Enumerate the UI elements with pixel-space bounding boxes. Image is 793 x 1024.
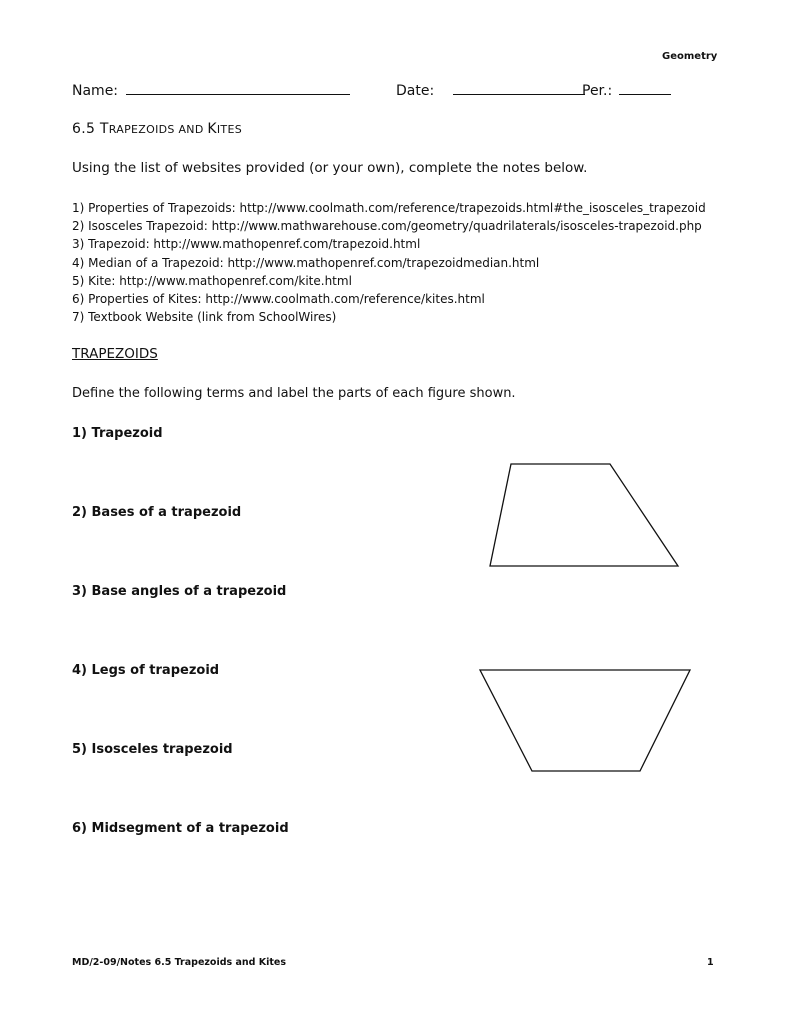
trapezoid-figure	[480, 455, 690, 575]
footer-doc-ref: MD/2-09/Notes 6.5 Trapezoids and Kites	[72, 957, 287, 968]
name-label: Name:	[72, 83, 119, 99]
date-label: Date:	[396, 83, 435, 99]
isosceles-trapezoid-shape	[480, 670, 690, 771]
term-isosceles-trapezoid: 5) Isosceles trapezoid	[72, 742, 233, 757]
section-heading: TRAPEZOIDS	[72, 346, 158, 362]
name-field	[72, 80, 350, 99]
trapezoid-shape	[490, 464, 678, 566]
website-item: 7) Textbook Website (link from SchoolWires)	[72, 310, 337, 325]
footer-page-number: 1	[707, 957, 714, 968]
website-item: 5) Kite: http://www.mathopenref.com/kite.html	[72, 273, 352, 288]
date-field	[396, 80, 585, 99]
instructions: Using the list of websites provided (or your own), complete the notes below.	[72, 160, 588, 176]
period-field	[582, 80, 671, 99]
title-number: 6.5	[72, 121, 100, 137]
period-blank	[619, 80, 671, 95]
term-bases: 2) Bases of a trapezoid	[72, 505, 242, 520]
website-item: 4) Median of a Trapezoid: http://www.mathopenref.com/trapezoidmedian.html	[72, 255, 540, 270]
define-instruction: Define the following terms and label the parts of each figure shown.	[72, 386, 516, 401]
title-word1-initial: T	[99, 121, 109, 137]
term-trapezoid: 1) Trapezoid	[72, 426, 163, 441]
website-list	[72, 199, 706, 326]
website-item: 6) Properties of Kites: http://www.coolmath.com/reference/kites.html	[72, 292, 485, 307]
term-base-angles: 3) Base angles of a trapezoid	[72, 584, 287, 599]
title-word2-rest: ITES	[216, 123, 242, 136]
term-midsegment: 6) Midsegment of a trapezoid	[72, 821, 289, 836]
subject-label: Geometry	[662, 51, 718, 62]
isosceles-trapezoid-figure	[475, 662, 697, 780]
term-legs: 4) Legs of trapezoid	[72, 663, 220, 678]
name-blank	[126, 80, 350, 95]
website-item: 1) Properties of Trapezoids: http://www.coolmath.com/reference/trapezoids.html#the_isosceles_trapezoid	[72, 201, 706, 215]
page-title	[72, 121, 242, 137]
website-item: 3) Trapezoid: http://www.mathopenref.com/trapezoid.html	[72, 237, 421, 252]
title-word2-initial: K	[207, 121, 217, 137]
title-word1-rest: RAPEZOIDS AND	[108, 123, 208, 136]
website-item: 2) Isosceles Trapezoid: http://www.mathwarehouse.com/geometry/quadrilaterals/isosceles-trapezoid.php	[72, 219, 702, 234]
date-blank	[453, 80, 585, 95]
period-label: Per.:	[582, 83, 613, 99]
